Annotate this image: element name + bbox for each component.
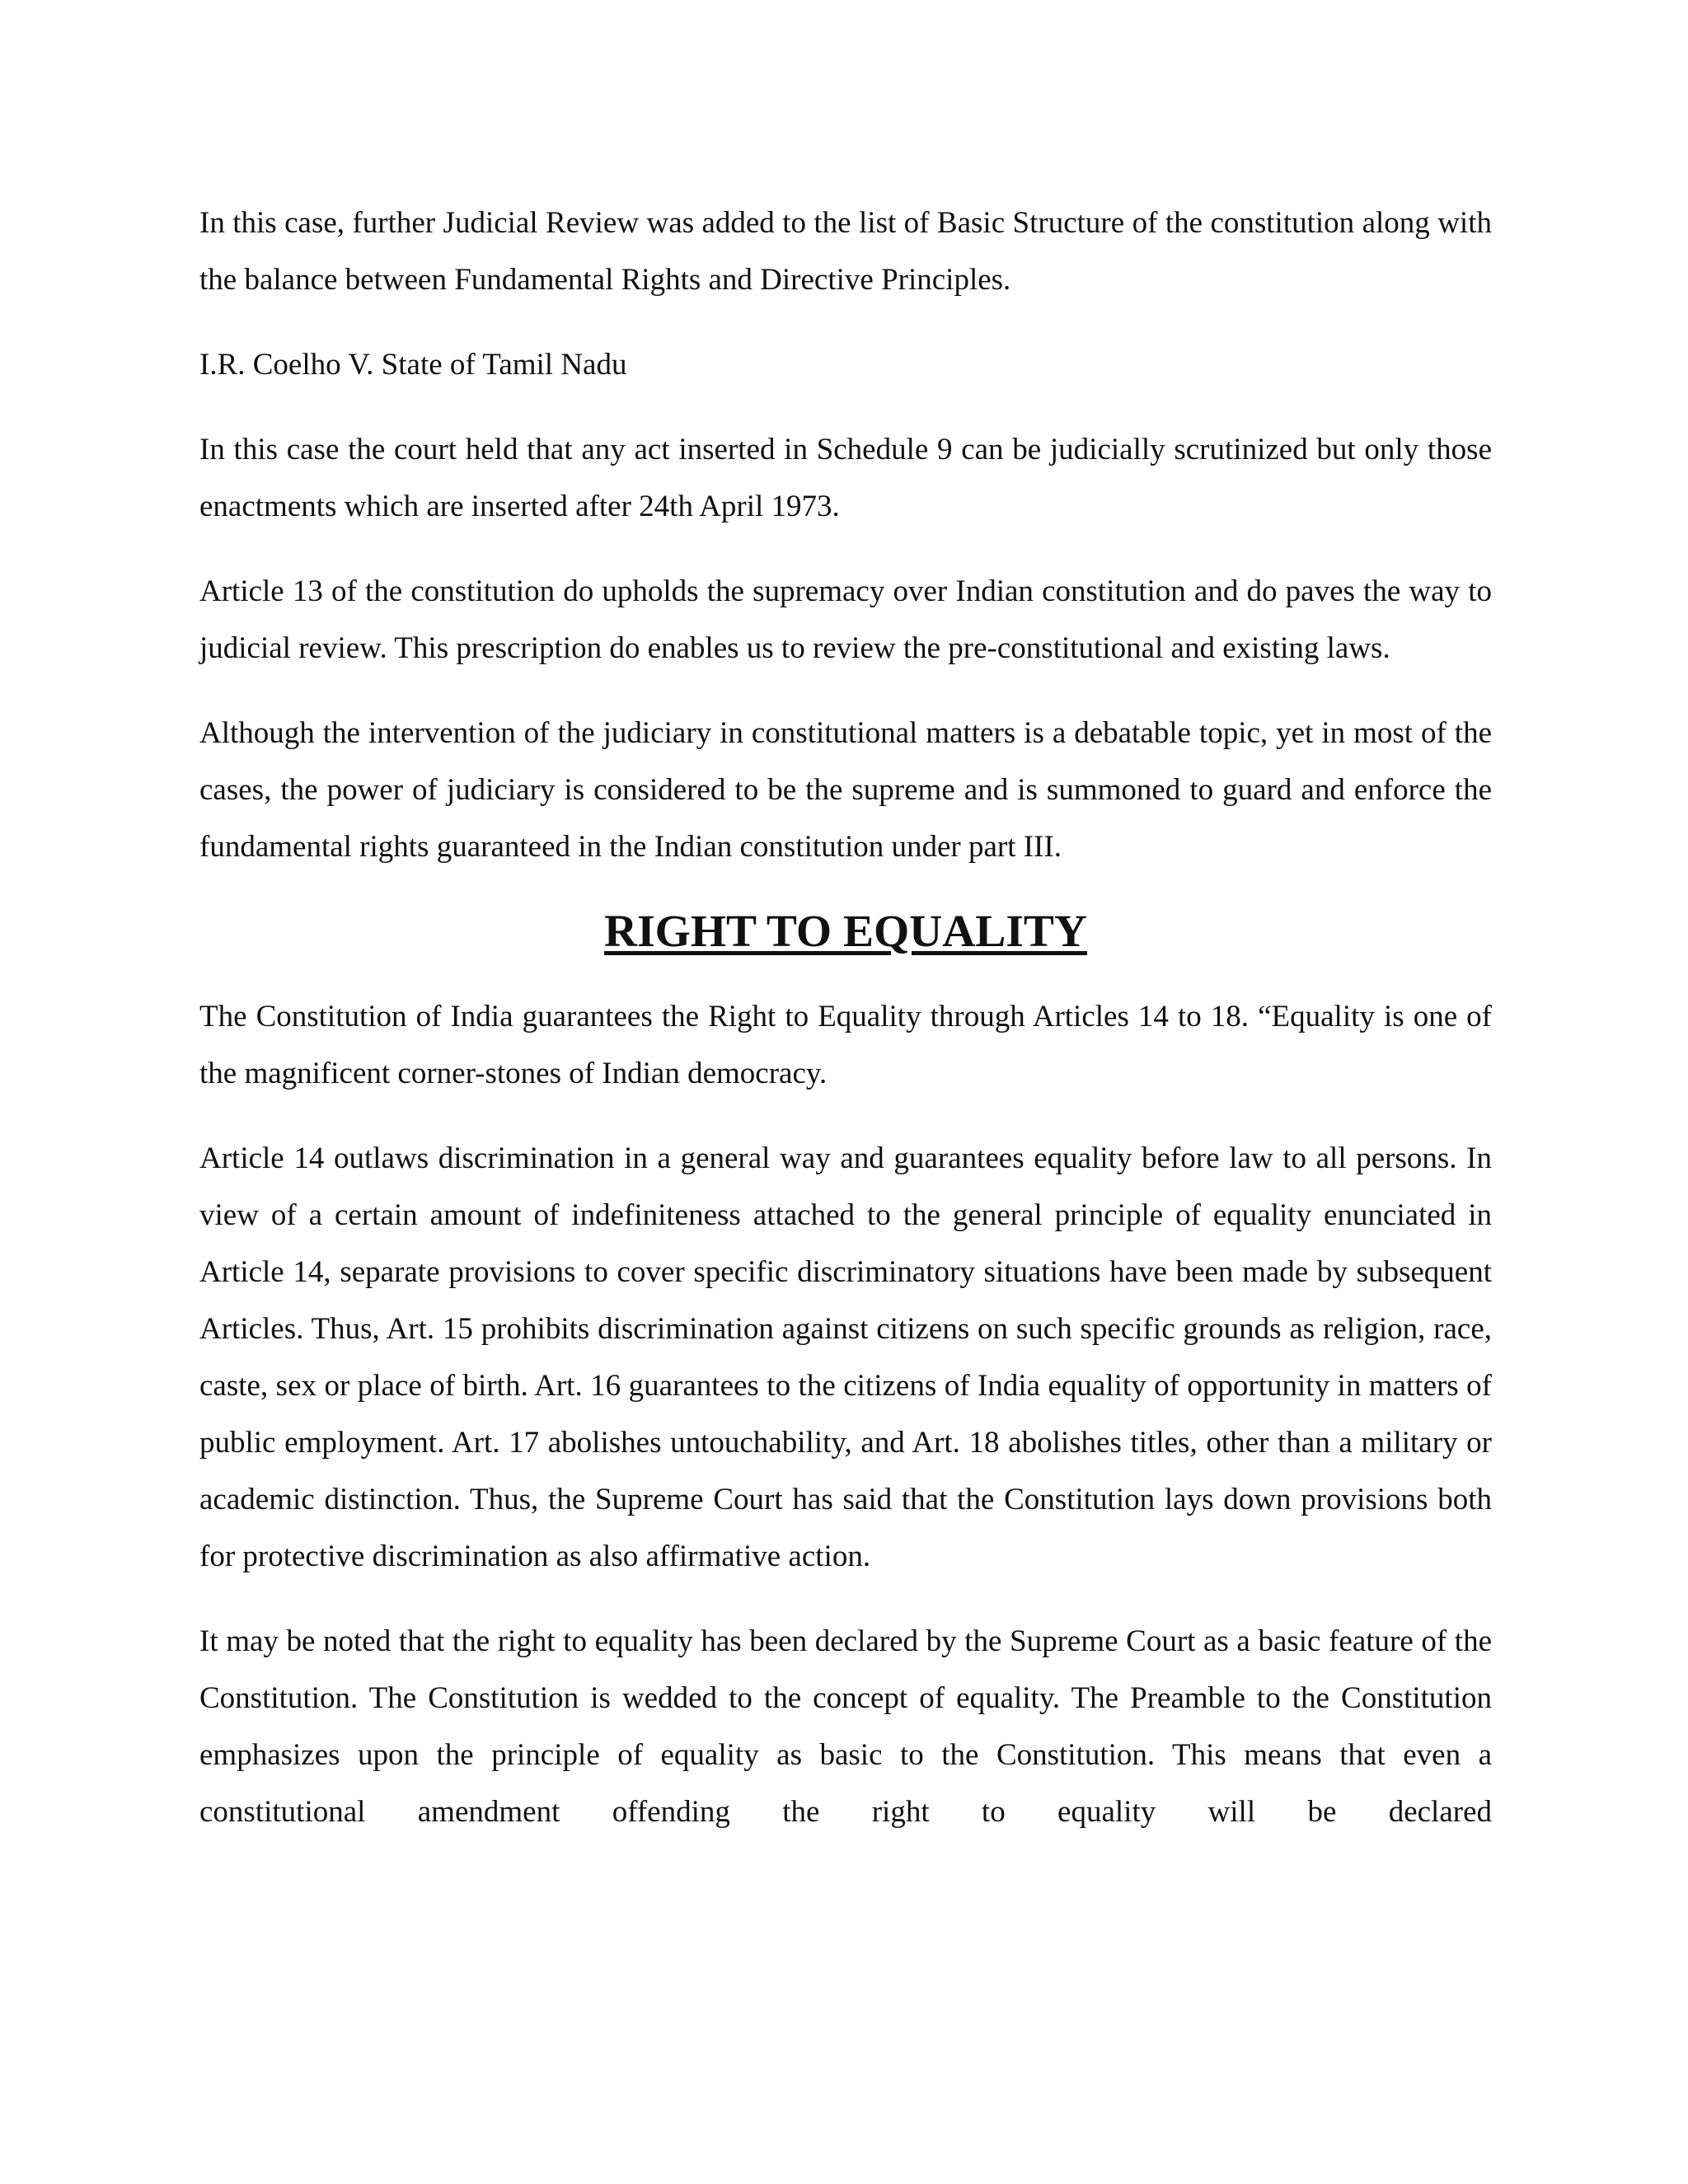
paragraph-judicial-review-basic-structure: In this case, further Judicial Review was added to the list of Basic Structure of the constitution along with the balance between Fundamental Rights and Directive Principles. (199, 206, 1492, 297)
paragraph-judiciary-intervention: Although the intervention of the judiciary in constitutional matters is a debatable topic, yet in most of the cases, the power of judiciary is considered to be the supreme and is summoned to guard and enforce the fundamental rights guaranteed in the Indian constitution under part III. (199, 716, 1492, 864)
paragraph-schedule-9: In this case the court held that any act inserted in Schedule 9 can be judicially scrutinized but only those enactments which are inserted after 24th April 1973. (199, 433, 1492, 523)
paragraph-article-14-details: Article 14 outlaws discrimination in a general way and guarantees equality before law to all persons. In view of a certain amount of indefiniteness attached to the general principle of equality enunciated in Article 14, separate provisions to cover specific discriminatory situations have been made by subsequent Articles. Thus, Art. 15 prohibits discrimination against citizens on such specific grounds as religion, race, caste, sex or place of birth. Art. 16 guarantees to the citizens of India equality of opportunity in matters of public employment. Art. 17 abolishes untouchability, and Art. 18 abolishes titles, other than a military or academic distinction. Thus, the Supreme Court has said that the Constitution lays down provisions both for protective discrimination as also affirmative action. (199, 1141, 1492, 1573)
document-body (199, 194, 1492, 1868)
section-heading-right-to-equality: RIGHT TO EQUALITY (603, 907, 1088, 957)
paragraph-articles-14-to-18: The Constitution of India guarantees the Right to Equality through Articles 14 to 18. “Equality is one of the magnificent corner-stones of Indian democracy. (199, 1000, 1492, 1090)
paragraph-basic-feature: It may be noted that the right to equality has been declared by the Supreme Court as a basic feature of the Constitution. The Constitution is wedded to the concept of equality. The Preamble to the Constitution emphasizes upon the principle of equality as basic to the Constitution. This means that even a constitutional amendment offending the right to equality will be declared (199, 1624, 1492, 1829)
case-title-ir-coelho: I.R. Coelho V. State of Tamil Nadu (199, 348, 627, 382)
paragraph-article-13: Article 13 of the constitution do upholds the supremacy over Indian constitution and do paves the way to judicial review. This prescription do enables us to review the pre-constitutional and existing laws. (199, 574, 1492, 665)
